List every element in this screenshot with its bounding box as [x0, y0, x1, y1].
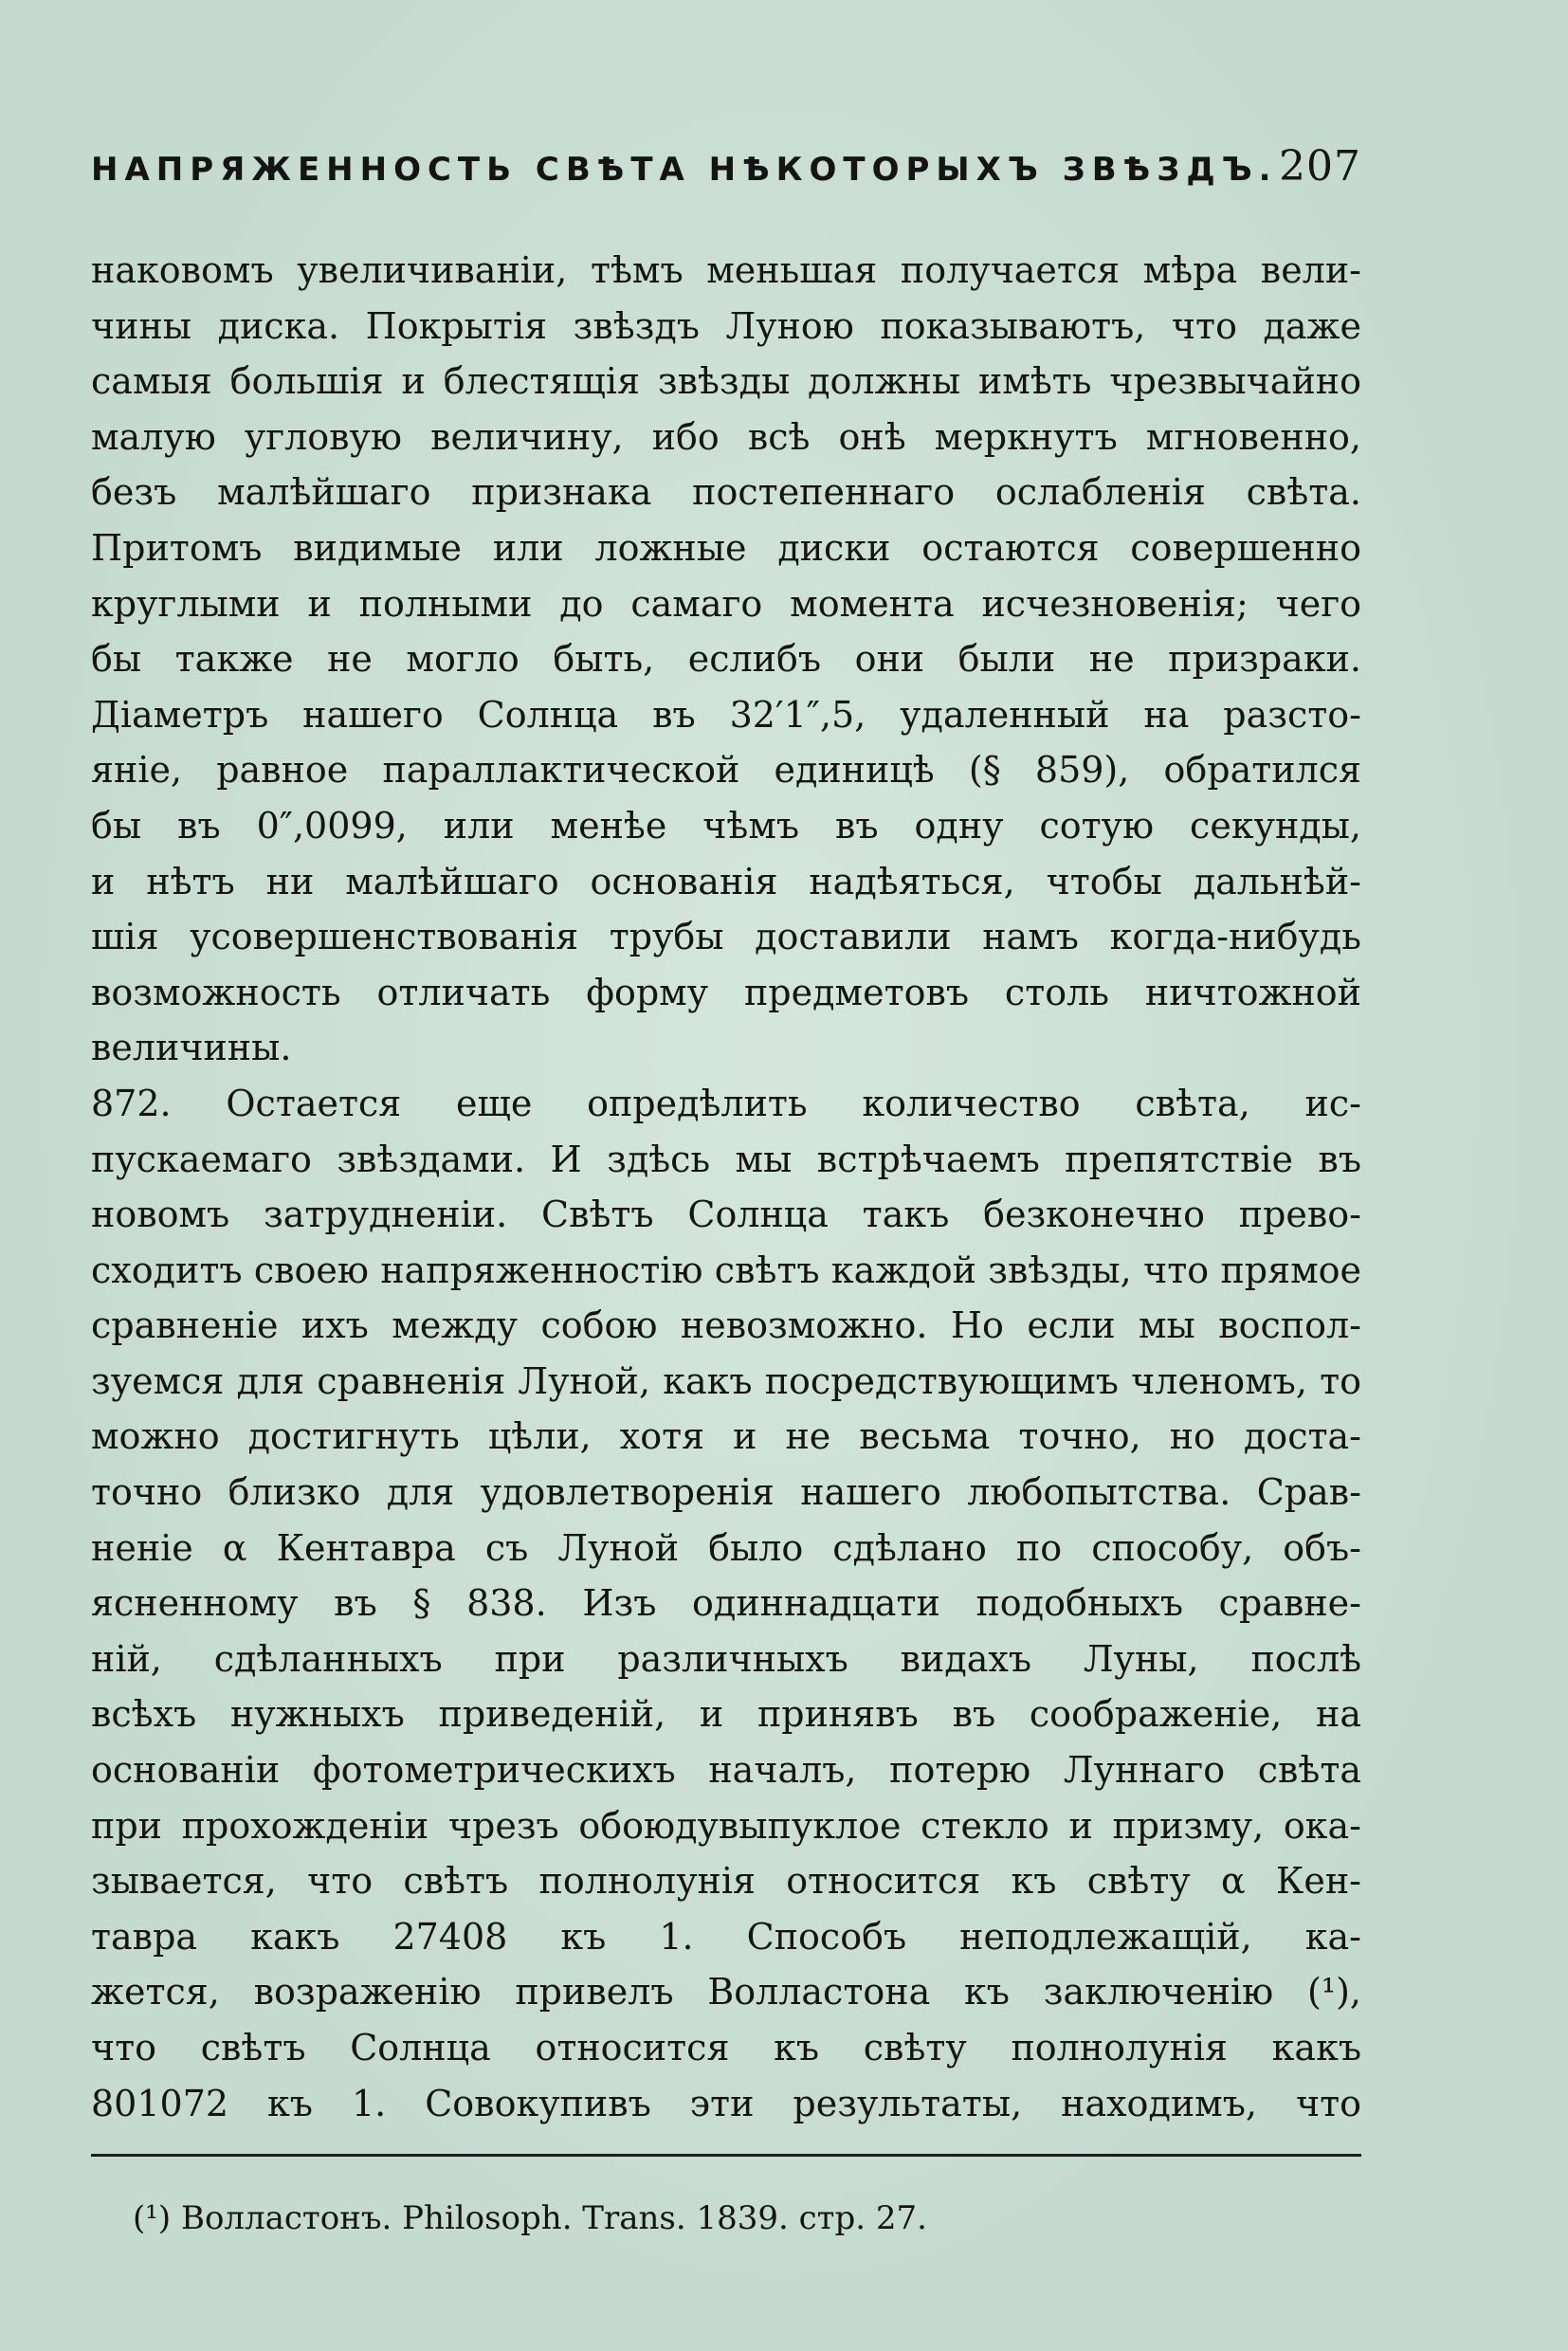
text-line: возможность отличать форму предметовъ столь ничтожной — [91, 971, 1361, 1013]
page-number: 207 — [1279, 142, 1361, 191]
paragraph-872-start: 872. Остается еще опредѣлить количество свѣта, ис- — [91, 1082, 1361, 1124]
text-line: сходитъ своею напряженностію свѣтъ каждой звѣзды, что прямое — [91, 1248, 1361, 1291]
footnote: (¹) Волластонъ. Philosoph. Trans. 1839. стр. 27. — [133, 2199, 927, 2237]
text-line: и нѣтъ ни малѣйшаго основанія надѣяться, чтобы дальнѣй- — [91, 860, 1361, 902]
body-text — [91, 243, 1361, 2131]
text-line: чины диска. Покрытія звѣздъ Луною показываютъ, что даже — [91, 304, 1361, 347]
text-line: Діаметръ нашего Солнца въ 32′1″,5, удаленный на разсто- — [91, 693, 1361, 736]
text-line: бы въ 0″,0099, или менѣе чѣмъ въ одну сотую секунды, — [91, 804, 1361, 847]
text-line: тавра какъ 27408 къ 1. Способъ неподлежащій, ка- — [91, 1915, 1361, 1958]
text-line: при прохожденіи чрезъ обоюдувыпуклое стекло и призму, ока- — [91, 1804, 1361, 1847]
text-line: точно близко для удовлетворенія нашего любопытства. Срав- — [91, 1471, 1361, 1514]
text-line: наковомъ увеличиваніи, тѣмъ меньшая получается мѣра вели- — [91, 249, 1361, 291]
text-line: ясненному въ § 838. Изъ одиннадцати подобныхъ сравне- — [91, 1582, 1361, 1625]
text-line: безъ малѣйшаго признака постепеннаго ослабленія свѣта. — [91, 471, 1361, 514]
text-line: жется, возраженію привелъ Волластона къ заключенію (¹), — [91, 1971, 1361, 2014]
text-line: зуемся для сравненія Луной, какъ посредствующимъ членомъ, то — [91, 1359, 1361, 1402]
text-line: пускаемаго звѣздами. И здѣсь мы встрѣчаемъ препятствіе въ — [91, 1138, 1361, 1180]
text-line: круглыми и полными до самаго момента исчезновенія; чего — [91, 582, 1361, 625]
footnote-divider — [91, 2154, 1361, 2157]
text-line: величины. — [91, 1027, 292, 1069]
text-line: малую угловую величину, ибо всѣ онѣ меркнутъ мгновенно, — [91, 415, 1361, 458]
text-line: можно достигнуть цѣли, хотя и не весьма точно, но доста- — [91, 1415, 1361, 1458]
text-line: самыя большія и блестящія звѣзды должны имѣть чрезвычайно — [91, 360, 1361, 403]
text-line: всѣхъ нужныхъ приведеній, и принявъ въ соображеніе, на — [91, 1693, 1361, 1736]
text-line: шія усовершенствованія трубы доставили намъ когда-нибудь — [91, 916, 1361, 958]
text-line: 801072 къ 1. Совокупивъ эти результаты, находимъ, что — [91, 2082, 1361, 2124]
text-line: что свѣтъ Солнца относится къ свѣту полнолунія какъ — [91, 2027, 1361, 2069]
text-line: яніе, равное параллактической единицѣ (§ 859), обратился — [91, 749, 1361, 792]
text-line: неніе α Кентавра съ Луной было сдѣлано по способу, объ- — [91, 1526, 1361, 1569]
text-line: ній, сдѣланныхъ при различныхъ видахъ Луны, послѣ — [91, 1637, 1361, 1680]
text-line: зывается, что свѣтъ полнолунія относится къ свѣту α Кен- — [91, 1860, 1361, 1903]
text-line: бы также не могло быть, еслибъ они были не призраки. — [91, 638, 1361, 681]
page-header — [91, 142, 1361, 199]
text-line: сравненіе ихъ между собою невозможно. Но если мы воспол- — [91, 1304, 1361, 1347]
text-line: Притомъ видимые или ложные диски остаются совершенно — [91, 526, 1361, 569]
text-line: основаніи фотометрическихъ началъ, потерю Луннаго свѣта — [91, 1749, 1361, 1792]
running-title: НАПРЯЖЕННОСТЬ СВѢТА НѢКОТОРЫХЪ ЗВѢЗДЪ. — [91, 151, 1278, 189]
text-line: новомъ затрудненіи. Свѣтъ Солнца такъ безконечно прево- — [91, 1194, 1361, 1236]
